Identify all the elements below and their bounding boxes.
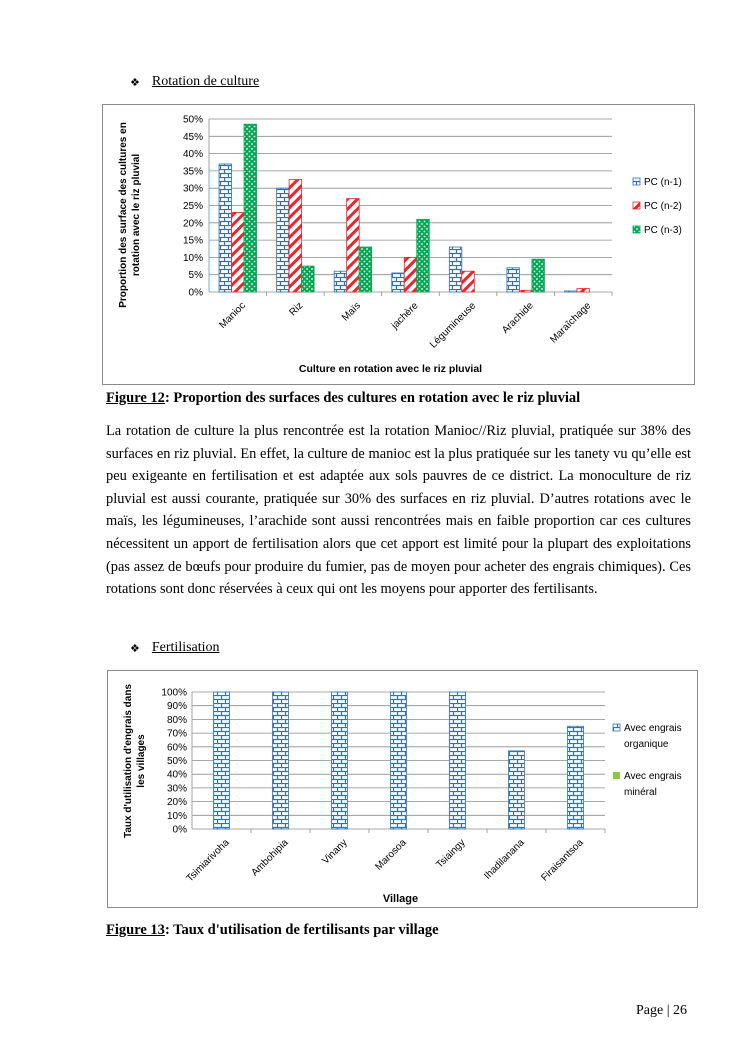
bar [219,164,232,292]
y-tick-label: 40% [166,769,187,781]
x-tick-label: jachère [389,300,421,332]
x-tick-label: Marosoa [373,837,409,873]
y-axis-title-line: Taux d'utilisation d'engrais dans [123,683,134,839]
y-tick-label: 5% [188,270,203,282]
figure-13-caption [106,922,706,939]
body-paragraph: La rotation de culture la plus rencontrée est la rotation Manioc//Riz pluvial, pratiquée sur 38% des surfaces en riz pluvial. En effet, la culture de manioc est la plus pratiquée sur les tanety vu qu’elle est peu exigeante en fertilisation et est adaptée aux sols pauvres de ce district. La monoculture de riz pluvial est aussi courante, pratiquée sur 30% des surfaces en riz pluvial. D’autres rotations avec le maïs, les légumineuses, l’arachide sont aussi rencontrées mais en faible proportion car ces cultures nécessitent un apport de fertilisation alors que cet apport est limité pour la plupart des exploitations (pas assez de bœufs pour produire du fumier, pas de moyen pour acheter des engrais chimiques). Ces rotations sont donc réservées à ceux qui ont les moyens pour apporter des fertilisants. [106,423,691,598]
x-tick-label: Riz [287,300,306,319]
figure-13-label: Figure 13 [106,922,165,938]
bar [277,188,290,292]
bar [417,219,430,292]
y-axis-title [118,122,142,308]
bar [577,289,590,292]
y-tick-label: 10% [166,810,187,822]
section-title: Fertilisation [151,640,220,655]
y-tick-label: 30% [166,783,187,795]
x-tick-label: Arachide [500,300,536,337]
legend-label: PC (n-1) [644,177,682,188]
y-tick-label: 15% [182,235,203,247]
x-tick-label: Firaisantsoa [539,837,586,884]
y-tick-label: 30% [182,183,203,195]
bar [450,692,466,829]
bar [391,692,407,829]
y-tick-label: 50% [166,756,187,767]
legend-label [624,771,682,798]
x-tick-label: Maraîchage [548,300,594,346]
bar [564,291,577,292]
x-tick-label: Vinany [320,837,350,867]
legend-swatch [633,226,640,233]
y-tick-label: 50% [182,114,203,126]
y-axis-title-line: les villages [136,734,147,788]
bar [392,273,405,292]
legend-label-line: Avec engrais [624,723,682,734]
bar [214,692,230,829]
y-tick-label: 80% [166,714,187,726]
legend-swatch [613,724,620,731]
legend-swatch [633,202,640,209]
bar [462,271,475,292]
bar [332,692,348,829]
y-tick-label: 0% [188,287,203,299]
x-tick-label: Ambohipia [249,837,291,879]
section-title: Rotation de culture [151,74,260,89]
chart-rotation-container [102,104,695,385]
figure-13-text: : Taux d'utilisation de fertilisants par village [164,922,439,938]
legend-label: PC (n-3) [644,225,682,236]
chart-fertilisation [108,671,697,907]
y-tick-label: 20% [166,797,187,809]
y-axis-title-line: rotation avec le riz pluvial [131,153,142,277]
bar [568,726,584,829]
bar [359,247,372,292]
legend-swatch [613,772,620,779]
x-tick-label: Manioc [217,300,248,331]
y-tick-label: 40% [182,149,203,161]
y-tick-label: 90% [166,701,187,713]
y-tick-label: 100% [161,687,187,699]
legend-label-line: organique [624,739,669,750]
x-tick-label: Tsimiarivoha [184,837,232,885]
y-tick-label: 0% [172,824,187,836]
bar [232,212,245,292]
bar [532,259,545,292]
y-tick-label: 45% [182,131,203,143]
chart-rotation [103,105,694,384]
x-axis-title: Culture en rotation avec le riz pluvial [298,363,483,375]
x-tick-label: Tsiaingy [434,837,468,871]
bar [507,268,519,292]
y-tick-label: 60% [166,742,187,754]
chart-fertilisation-container [107,670,698,908]
section-heading-fertilisation [130,640,220,656]
bar [347,199,360,292]
bar [334,271,347,292]
y-axis-title [123,684,147,838]
x-tick-label: Légumineuse [427,300,479,351]
bar [509,751,525,829]
diamond-bullet-icon: ❖ [130,641,140,655]
figure-12-text: : Proportion des surfaces des cultures en rotation avec le riz pluvial [164,390,581,406]
legend-label: PC (n-2) [644,201,682,212]
bar [302,266,315,292]
x-tick-label: Maïs [339,300,364,324]
bar [519,290,532,292]
legend-swatch [633,178,640,185]
figure-12-caption [106,390,706,407]
x-axis-title: Village [382,893,419,905]
y-tick-label: 20% [182,218,203,230]
bar [244,124,256,292]
y-tick-label: 25% [182,201,203,212]
y-tick-label: 10% [182,252,203,264]
bar [273,692,289,829]
bar [404,257,417,292]
legend-label-line: minéral [624,787,657,798]
bar [449,247,462,292]
page-number: Page | 26 [636,1003,688,1018]
diamond-bullet-icon: ❖ [130,75,140,89]
y-tick-label: 35% [182,166,203,178]
section-heading-rotation [130,74,259,90]
legend-label-line: Avec engrais [624,771,682,782]
figure-12-label: Figure 12 [106,390,165,406]
legend-label [624,723,682,750]
y-tick-label: 70% [166,728,187,740]
y-axis-title-line: Proportion des surface des cultures en [118,122,129,308]
x-tick-label: Ihadilanana [482,837,527,882]
bar [289,180,302,292]
